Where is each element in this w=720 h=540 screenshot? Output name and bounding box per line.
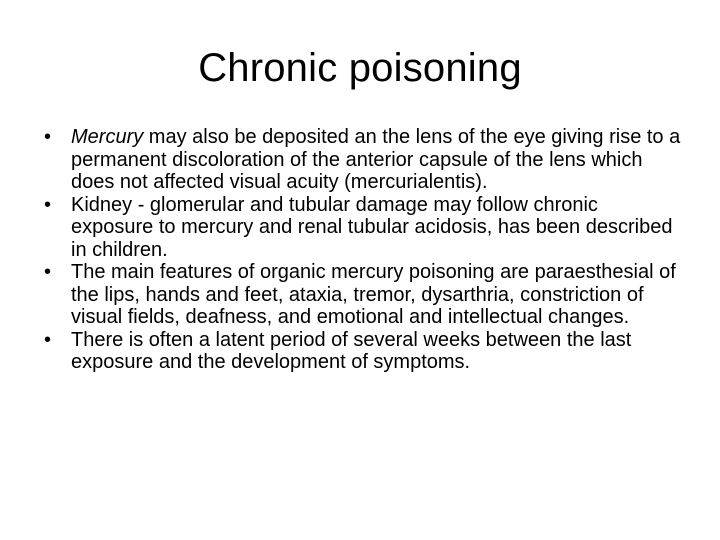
bullet-text: Kidney - glomerular and tubular damage may follow chronic exposure to mercury and renal tubular acidosis, has been described in children. <box>71 193 673 261</box>
bullet-list <box>44 126 684 374</box>
bullet-item-organic-mercury <box>44 261 684 329</box>
bullet-text: may also be deposited an the lens of the eye giving rise to a permanent discoloration of the anterior capsule of the lens which does not affected visual acuity (mercurialentis). <box>71 126 681 193</box>
bullet-icon: • <box>44 328 52 351</box>
bullet-emphasis: Mercury <box>71 126 144 148</box>
bullet-icon: • <box>44 193 52 216</box>
bullet-item-kidney <box>44 194 684 262</box>
bullet-item-mercury <box>44 126 684 194</box>
bullet-text: The main features of organic mercury poisoning are paraesthesial of the lips, hands and feet, ataxia, tremor, dysarthria, constriction of visual fields, deafness, and emotional and intellectual changes. <box>71 261 676 328</box>
slide-title: Chronic poisoning <box>198 46 522 90</box>
bullet-icon: • <box>44 126 52 148</box>
bullet-text: There is often a latent period of several weeks between the last exposure and the development of symptoms. <box>71 328 632 373</box>
bullet-icon: • <box>44 261 52 283</box>
bullet-item-latent-period <box>44 329 684 374</box>
